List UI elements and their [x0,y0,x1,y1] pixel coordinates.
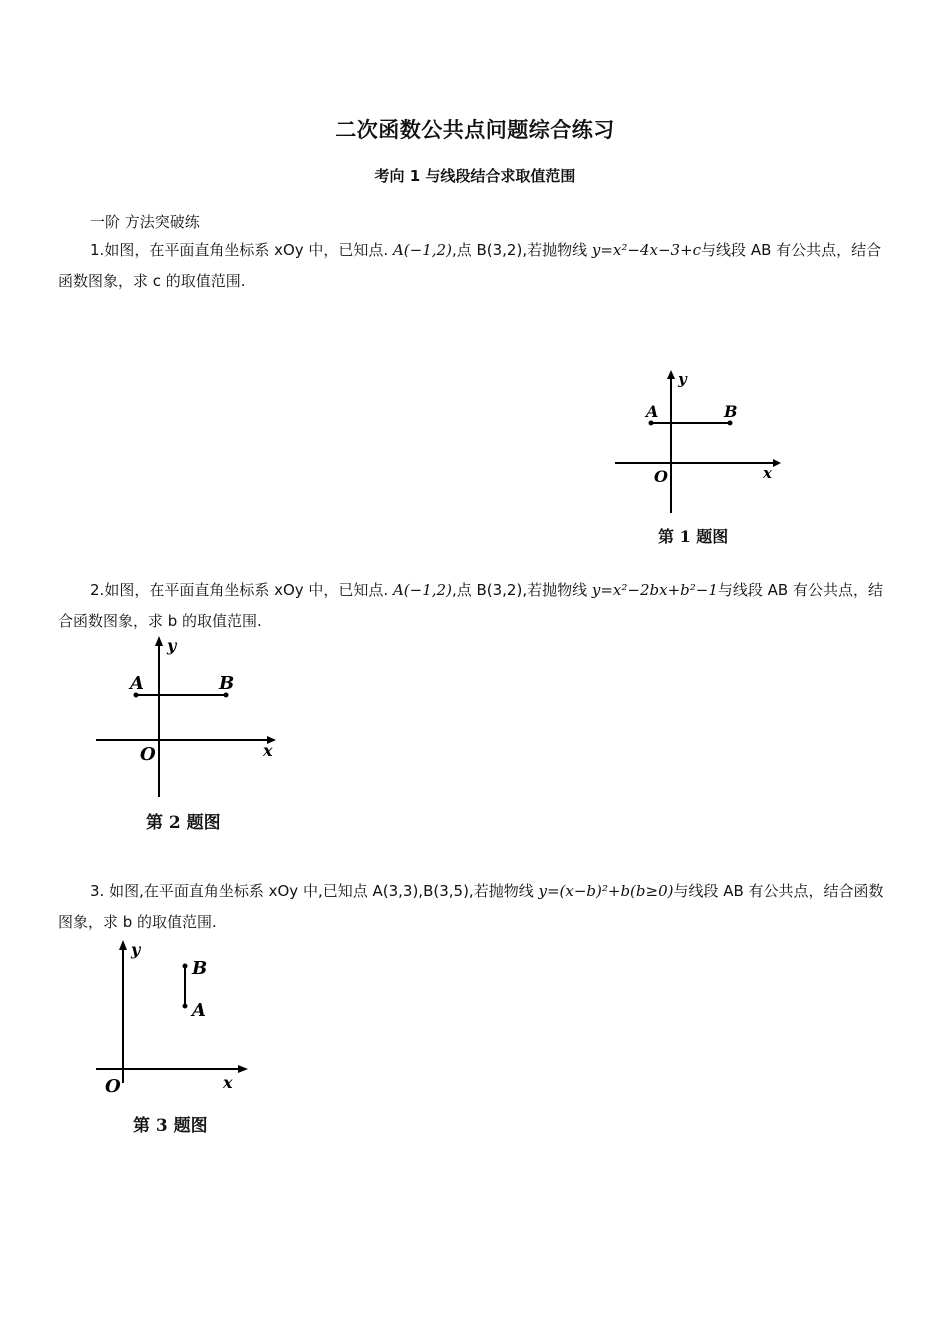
label-x: x [763,464,772,482]
y-axis-arrow [155,636,163,646]
parabola-formula: y=x²−4x−3+c [591,241,702,259]
problem-2-figure [92,632,287,806]
problem-1-text [58,235,894,297]
y-axis-arrow [667,370,675,379]
point-a-dot [649,421,654,426]
label-origin: O [654,467,668,486]
figure-caption: 第 1 题图 [658,527,729,546]
problem-1-figure [610,365,785,519]
label-a: A [646,402,659,421]
problem-number: 2. [90,581,105,599]
y-axis-arrow [119,940,127,950]
label-b: B [219,673,235,694]
label-b: B [724,402,738,421]
point-b-dot [728,421,733,426]
problem-text: 与线段 AB 有公共点，结合函数图象，求 b 的取值范围. [58,882,884,931]
label-x: x [263,741,273,760]
label-a: A [130,673,144,694]
figure-caption: 第 2 题图 [146,813,221,833]
label-origin: O [105,1076,121,1096]
problem-number: 3. [90,882,105,900]
parabola-formula: y=(x−b)²+b(b≥0) [538,882,674,900]
label-x: x [223,1073,233,1092]
label-y: y [131,940,141,959]
label-origin: O [140,744,156,765]
problem-number: 1. [90,241,105,259]
point-b-dot [183,964,188,969]
problem-3-text [58,876,894,938]
coordinate-diagram [610,365,785,515]
label-y: y [167,636,177,655]
problem-text: 如图,在平面直角坐标系 xOy 中,已知点 A(3,3),B(3,5),若抛物线 [104,882,534,900]
point-a: A(−1,2) [392,241,452,259]
coordinate-diagram [92,936,262,1096]
label-y: y [678,370,687,388]
problem-text: 与线段 AB 有公共点，结合函数图象，求 b 的取值范围. [58,581,883,630]
x-axis-arrow [238,1065,248,1073]
x-axis-arrow [773,459,781,467]
problem-text: 与线段 AB 有公共点，结合函数图象，求 c 的取值范围. [58,241,882,290]
problem-text: ,点 B(3,2),若抛物线 [451,581,588,599]
problem-3-figure [92,936,262,1100]
parabola-formula: y=x²−2bx+b²−1 [591,581,718,599]
problem-text: ,点 B(3,2),若抛物线 [451,241,588,259]
figure-caption: 第 3 题图 [133,1116,208,1136]
problem-2-text [58,575,894,637]
document-title: 二次函数公共点问题综合练习 [335,118,615,142]
point-a-dot [183,1004,188,1009]
label-b: B [192,958,208,979]
point-a: A(−1,2) [392,581,452,599]
problem-text: 如图，在平面直角坐标系 xOy 中，已知点. [104,581,389,599]
section-heading: 一阶 方法突破练 [90,213,200,231]
coordinate-diagram [92,632,287,802]
problem-text: 如图，在平面直角坐标系 xOy 中，已知点. [104,241,389,259]
label-a: A [192,1000,206,1021]
document-subtitle: 考向 1 与线段结合求取值范围 [374,167,576,185]
